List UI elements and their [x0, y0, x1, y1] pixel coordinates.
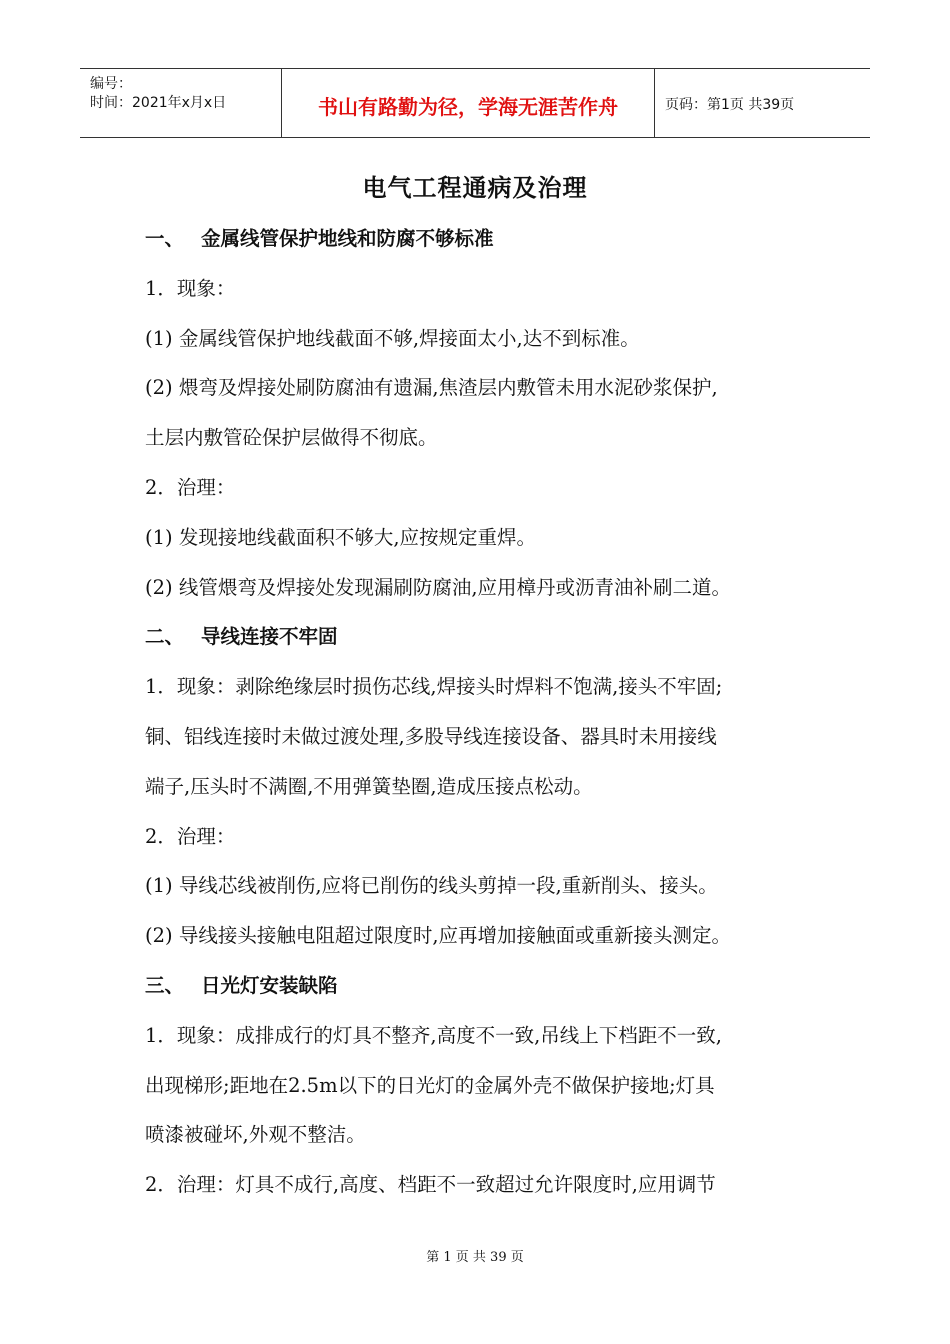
section-heading — [145, 612, 835, 662]
document-body — [145, 214, 835, 1210]
paragraph-line: 2．治理：灯具不成行,高度、档距不一致超过允许限度时,应用调节 — [145, 1173, 716, 1197]
paragraph-line: 铜、铝线连接时未做过渡处理,多股导线连接设备、器具时未用接线 — [145, 724, 717, 748]
paragraph-line: 1．现象： — [145, 276, 236, 300]
section-heading — [145, 961, 835, 1011]
section-number: 一、 — [145, 227, 185, 250]
paragraph-line: 端子,压头时不满圈,不用弹簧垫圈,造成压接点松动。 — [145, 774, 593, 798]
document-title: 电气工程通病及治理 — [362, 174, 588, 202]
paragraph-line: 土层内敷管砼保护层做得不彻底。 — [145, 426, 438, 450]
section-title: 金属线管保护地线和防腐不够标准 — [201, 227, 494, 250]
time-label: 时间：2021年x月x日 — [90, 95, 227, 111]
section-title: 导线连接不牢固 — [201, 625, 338, 649]
paragraph-line: (2) 线管煨弯及焊接处发现漏刷防腐油,应用樟丹或沥青油补刷二道。 — [145, 575, 732, 599]
paragraph-line: (1) 发现接地线截面积不够大,应按规定重焊。 — [145, 525, 537, 549]
paragraph-line: 2．治理： — [145, 475, 236, 499]
paragraph-line: (2) 导线接头接触电阻超过限度时,应再增加接触面或重新接头测定。 — [145, 924, 732, 948]
paragraph-line: (2) 煨弯及焊接处刷防腐油有遗漏,焦渣层内敷管未用水泥砂浆保护, — [145, 376, 718, 400]
section-number: 三、 — [145, 973, 185, 997]
paragraph-line: 出现梯形;距地在2.5m以下的日光灯的金属外壳不做保护接地;灯具 — [145, 1073, 715, 1097]
paragraph-line: (1) 金属线管保护地线截面不够,焊接面太小,达不到标准。 — [145, 326, 640, 350]
section-number: 二、 — [145, 625, 185, 649]
section-heading — [145, 214, 835, 264]
number-label: 编号： — [90, 76, 132, 92]
header-table — [80, 68, 870, 138]
header-left-cell — [80, 69, 282, 137]
section-title: 日光灯安装缺陷 — [201, 973, 338, 997]
paragraph-line: 喷漆被碰坏,外观不整洁。 — [145, 1123, 366, 1147]
header-motto: 书山有路勤为径，学海无涯苦作舟 — [282, 69, 655, 137]
page-footer: 第 1 页 共 39 页 — [426, 1250, 524, 1265]
header-page-info: 页码：第1页 共39页 — [665, 97, 795, 113]
paragraph-line: (1) 导线芯线被削伤,应将已削伤的线头剪掉一段,重新削头、接头。 — [145, 874, 718, 898]
paragraph-line: 1．现象：成排成行的灯具不整齐,高度不一致,吊线上下档距不一致, — [145, 1023, 723, 1047]
paragraph-line: 2．治理： — [145, 824, 236, 848]
paragraph-line: 1．现象：剥除绝缘层时损伤芯线,焊接头时焊料不饱满,接头不牢固; — [145, 675, 723, 699]
